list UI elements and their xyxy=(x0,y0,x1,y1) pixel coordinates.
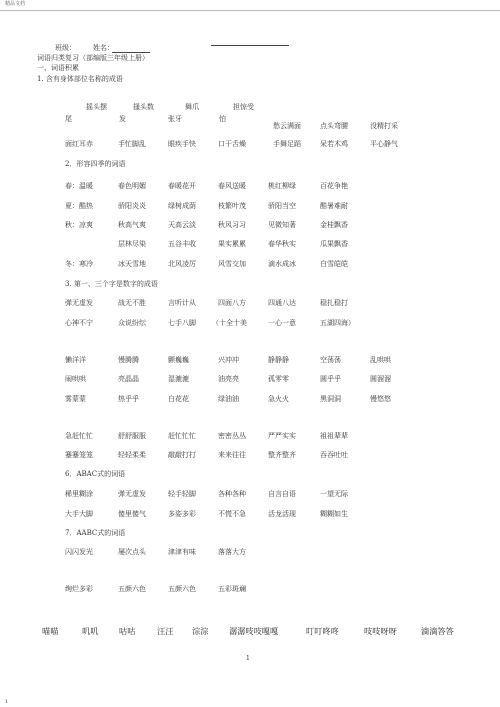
aabb-cell: 急赶忙忙 xyxy=(65,432,93,440)
idiom-cell: 平心静气 xyxy=(370,140,398,148)
abb-cell: 静静静 xyxy=(268,356,289,364)
abb-cell: 兴冲冲 xyxy=(218,356,239,364)
idiom-cell: 手忙脚乱 xyxy=(118,140,146,148)
season-cell: 春风送暖 xyxy=(218,182,246,190)
season-cell: 金桂飘香 xyxy=(320,221,348,229)
aabc-heading: 7．AABC式的词语 xyxy=(65,529,126,537)
abac-cell: 糊糊如生 xyxy=(320,510,348,518)
idiom-cell: 手舞足蹈 xyxy=(273,140,301,148)
aabb-cell: 整齐整齐 xyxy=(268,451,296,459)
number-cell: 四面八方 xyxy=(218,299,246,307)
number-cell: 众说纷纭 xyxy=(118,319,146,327)
numbers-heading: 3. 第一、三个字是数字的成语 xyxy=(65,280,158,288)
aabb-cell: 来来往往 xyxy=(218,451,246,459)
header-rule xyxy=(0,10,500,11)
name-underline xyxy=(112,52,150,53)
season-cell: 冰天雪地 xyxy=(118,260,146,268)
sound-word: 滴滴答答 xyxy=(421,626,454,636)
season-cell: 见微知著 xyxy=(268,221,296,229)
idiom-cell: 舞爪 xyxy=(185,103,199,111)
idiom-cell: 怕 xyxy=(219,115,226,123)
name-label: 姓名： xyxy=(93,44,114,52)
abac-cell: 稀里糊涂 xyxy=(65,490,93,498)
abb-cell: 闹哄哄 xyxy=(65,375,86,383)
abb-cell: 急火火 xyxy=(268,395,289,403)
aabb-cell: 密密丛丛 xyxy=(218,432,246,440)
abb-cell: 圆溜溜 xyxy=(370,375,391,383)
sound-word: 汪汪 xyxy=(157,626,174,636)
season-cell: 桃红柳绿 xyxy=(268,182,296,190)
aabc-cell: 五颜六色 xyxy=(168,585,196,593)
abb-cell: 亮晶晶 xyxy=(118,375,139,383)
abac-cell: 不慌不急 xyxy=(218,510,246,518)
aabb-cell: 敲敲打打 xyxy=(168,451,196,459)
abb-cell: 油亮亮 xyxy=(218,375,239,383)
season-cell: 春：温暖 xyxy=(65,182,93,190)
abb-cell: 乱哄哄 xyxy=(370,356,391,364)
abb-cell: 白花花 xyxy=(168,395,189,403)
aabc-cell: 津津有味 xyxy=(168,548,196,556)
season-cell: 春华秋实 xyxy=(268,240,296,248)
season-cell: 冬：寒冷 xyxy=(65,260,93,268)
season-cell: 酷暑难耐 xyxy=(320,202,348,210)
idiom-cell: 搔头数 xyxy=(133,103,154,111)
number-cell: 稳扎稳打 xyxy=(320,299,348,307)
abac-heading: 6．ABAC式的词语 xyxy=(65,470,126,478)
season-cell: 滴水成冰 xyxy=(268,260,296,268)
blank-underline xyxy=(211,45,289,46)
season-cell: 层林尽染 xyxy=(118,240,146,248)
abb-cell: 慢腾腾 xyxy=(118,356,139,364)
aabc-cell: 五颜六色 xyxy=(118,585,146,593)
abb-cell: 孤零零 xyxy=(268,375,289,383)
abb-cell: 热乎乎 xyxy=(118,395,139,403)
aabc-cell: 闪闪发光 xyxy=(65,548,93,556)
class-label: 班级： xyxy=(55,44,76,52)
section-heading: 一、词语积累 xyxy=(37,64,79,72)
number-cell: 弹无虚发 xyxy=(65,299,93,307)
aabb-cell: 赶忙忙忙 xyxy=(168,432,196,440)
corner-mark: 1 xyxy=(5,699,9,705)
abb-cell: 圆乎乎 xyxy=(320,375,341,383)
idiom-cell: 点头弯腰 xyxy=(320,122,348,130)
idiom-cell: 发 xyxy=(119,115,126,123)
abac-cell: 多姿多彩 xyxy=(168,510,196,518)
season-cell: 天高云淡 xyxy=(168,221,196,229)
season-cell: 骄阳炎炎 xyxy=(118,202,146,210)
season-cell: 秋：凉爽 xyxy=(65,221,93,229)
abac-cell: 一望无际 xyxy=(320,490,348,498)
idiom-cell: 眼疾手快 xyxy=(168,140,196,148)
abb-cell: 空荡荡 xyxy=(320,356,341,364)
abac-cell: 各种各种 xyxy=(218,490,246,498)
abac-cell: 大手大脚 xyxy=(65,510,93,518)
aabc-cell: 绚烂多彩 xyxy=(65,585,93,593)
aabc-cell: 落落大方 xyxy=(218,548,246,556)
season-cell: 春色明媚 xyxy=(118,182,146,190)
number-cell: 七手八脚 xyxy=(168,319,196,327)
abac-cell: 傻里傻气 xyxy=(118,510,146,518)
season-cell: 秋风习习 xyxy=(218,221,246,229)
header-label: 精品文档 xyxy=(5,1,26,7)
season-cell: 秋高气爽 xyxy=(118,221,146,229)
idiom-cell: 摇头摆 xyxy=(86,103,107,111)
number-cell: 五湖四海） xyxy=(320,319,355,327)
season-cell: 五谷丰收 xyxy=(168,240,196,248)
number-cell: 言听计从 xyxy=(168,299,196,307)
idiom-cell: 尾 xyxy=(65,115,72,123)
number-cell: 心神不宁 xyxy=(65,319,93,327)
abac-cell: 自言自语 xyxy=(268,490,296,498)
abb-cell: 湿漉漉 xyxy=(168,375,189,383)
abb-cell: 雾蒙蒙 xyxy=(65,395,86,403)
season-cell: 风雪交加 xyxy=(218,260,246,268)
idiom-cell: 面红耳赤 xyxy=(65,140,93,148)
number-cell: （十全十美 xyxy=(212,319,247,327)
idiom-cell: 呆若木鸡 xyxy=(320,140,348,148)
number-cell: 战无不胜 xyxy=(118,299,146,307)
season-cell: 绿树成荫 xyxy=(168,202,196,210)
sound-word: 叽叽 xyxy=(82,626,99,636)
season-cell: 枝繁叶茂 xyxy=(218,202,246,210)
abac-cell: 活龙活现 xyxy=(268,510,296,518)
idiom-cell: 愁云满面 xyxy=(273,122,301,130)
season-cell: 果实累累 xyxy=(218,240,246,248)
aabb-cell: 吞吞吐吐 xyxy=(320,451,348,459)
subsection-heading: 1. 含有身体部位名称的成语 xyxy=(37,75,123,83)
number-cell: 四通八达 xyxy=(268,299,296,307)
season-cell: 春暖花开 xyxy=(168,182,196,190)
idiom-cell: 张牙 xyxy=(168,115,182,123)
sound-word: 潺潺吱吱嘎嘎 xyxy=(229,626,279,636)
season-cell: 白雪皑皑 xyxy=(320,260,348,268)
seasons-heading: 2．形容四季的词语 xyxy=(65,160,126,168)
aabb-cell: 舒舒服服 xyxy=(118,432,146,440)
sound-word: 淙淙 xyxy=(192,626,209,636)
season-cell: 瓜果飘香 xyxy=(320,240,348,248)
abb-cell: 颤巍巍 xyxy=(168,356,189,364)
idiom-cell: 担惊受 xyxy=(233,103,254,111)
aabb-cell: 蹇蹇笼笼 xyxy=(65,451,93,459)
abb-cell: 慢悠悠 xyxy=(370,395,391,403)
page-number: 1 xyxy=(246,655,250,662)
abac-cell: 轻手轻脚 xyxy=(168,490,196,498)
sound-word: 咕咕 xyxy=(119,626,136,636)
sound-word: 喵喵 xyxy=(42,626,59,636)
aabb-cell: 祖祖辈辈 xyxy=(320,432,348,440)
number-cell: 一心一意 xyxy=(268,319,296,327)
page-title: 词语归类复习（部编版三年级上册） xyxy=(37,54,149,62)
season-cell: 骄阳当空 xyxy=(268,202,296,210)
aabc-cell: 屡次点头 xyxy=(118,548,146,556)
idiom-cell: 没精打采 xyxy=(370,122,398,130)
season-cell: 百花争艳 xyxy=(320,182,348,190)
abac-cell: 弹无虚发 xyxy=(118,490,146,498)
abb-cell: 绿油油 xyxy=(218,395,239,403)
abb-cell: 黑洞洞 xyxy=(320,395,341,403)
aabc-cell: 五彩斑斓 xyxy=(218,585,246,593)
season-cell: 夏：酷热 xyxy=(65,202,93,210)
sound-word: 吱吱呀呀 xyxy=(364,626,397,636)
idiom-cell: 口干舌燥 xyxy=(218,140,246,148)
sound-word: 叮叮咚咚 xyxy=(306,626,339,636)
season-cell: 北风凌厉 xyxy=(168,260,196,268)
aabb-cell: 严严实实 xyxy=(268,432,296,440)
aabb-cell: 轻轻柔柔 xyxy=(118,451,146,459)
abb-cell: 懒洋洋 xyxy=(65,356,86,364)
